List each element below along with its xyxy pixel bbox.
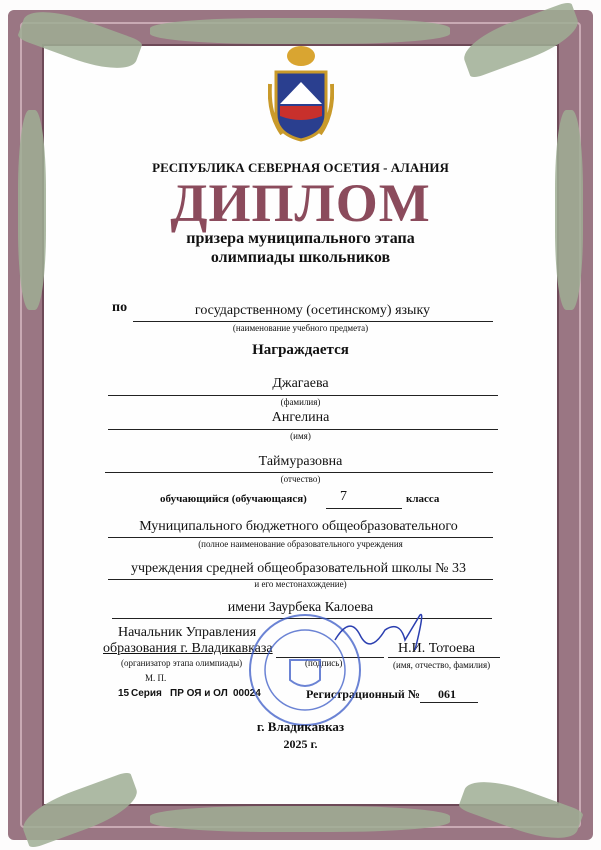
school-caption-1: (полное наименование образовательного учреждения: [198, 539, 403, 549]
subtitle-line-1: призера муниципального этапа: [186, 230, 415, 247]
school-caption-2: и его местонахождение): [254, 579, 347, 589]
diploma-title: ДИПЛОМ: [170, 173, 431, 233]
org-line-1: Начальник Управления: [118, 625, 257, 640]
footer-city: г. Владикавказ: [256, 719, 345, 734]
surname-underline: [108, 395, 498, 396]
leaf-ornament: [150, 18, 450, 44]
region-heading: РЕСПУБЛИКА СЕВЕРНАЯ ОСЕТИЯ - АЛАНИЯ: [152, 160, 449, 175]
recipient-patronymic: Таймуразовна: [258, 454, 343, 469]
coat-of-arms-icon: [268, 44, 334, 142]
name-caption: (имя): [290, 431, 311, 441]
grade-label: обучающийся (обучающаяся): [160, 493, 307, 505]
org-line-2: образования г. Владикавказа: [103, 641, 273, 656]
grade-value: 7: [340, 489, 347, 504]
patronymic-underline: [105, 472, 493, 473]
registration-number: 061: [438, 687, 456, 701]
signer-name: Н.И. Тотоева: [398, 641, 475, 656]
name-underline: [108, 429, 498, 430]
grade-suffix: класса: [406, 493, 440, 505]
series-number-prefix: 15: [118, 688, 130, 699]
stamp-place-label: М. П.: [145, 673, 167, 683]
footer-year: 2025 г.: [283, 737, 318, 751]
signature-caption: (подпись): [305, 658, 343, 668]
school-line-2: учреждения средней общеобразовательной школы № 33: [130, 561, 467, 576]
series-number: 00024: [233, 688, 261, 699]
subject-underline: [133, 321, 493, 322]
subject-caption: (наименование учебного предмета): [232, 323, 369, 333]
patronymic-caption: (отчество): [280, 474, 321, 484]
registration-label: Регистрационный №: [306, 687, 420, 701]
signature-scribble-icon: [330, 610, 440, 660]
surname-caption: (фамилия): [280, 397, 321, 407]
registration-underline: [420, 702, 478, 703]
grade-underline: [326, 508, 402, 509]
awarded-label: Награждается: [252, 342, 349, 358]
school-line-1: Муниципального бюджетного общеобразовательного: [139, 519, 458, 534]
subtitle-line-2: олимпиады школьников: [210, 249, 391, 266]
series-code: ПР ОЯ и ОЛ: [170, 688, 228, 699]
school-underline-1: [108, 537, 493, 538]
signer-caption: (имя, отчество, фамилия): [393, 660, 491, 670]
subject-prefix: по: [112, 300, 128, 315]
subject-value: государственному (осетинскому) языку: [194, 303, 431, 318]
recipient-name: Ангелина: [271, 410, 330, 425]
school-line-3: имени Заурбека Калоева: [227, 600, 374, 615]
org-caption: (организатор этапа олимпиады): [121, 658, 243, 668]
series-label: Серия: [131, 688, 162, 699]
recipient-surname: Джагаева: [272, 376, 329, 391]
leaf-ornament: [150, 806, 450, 832]
